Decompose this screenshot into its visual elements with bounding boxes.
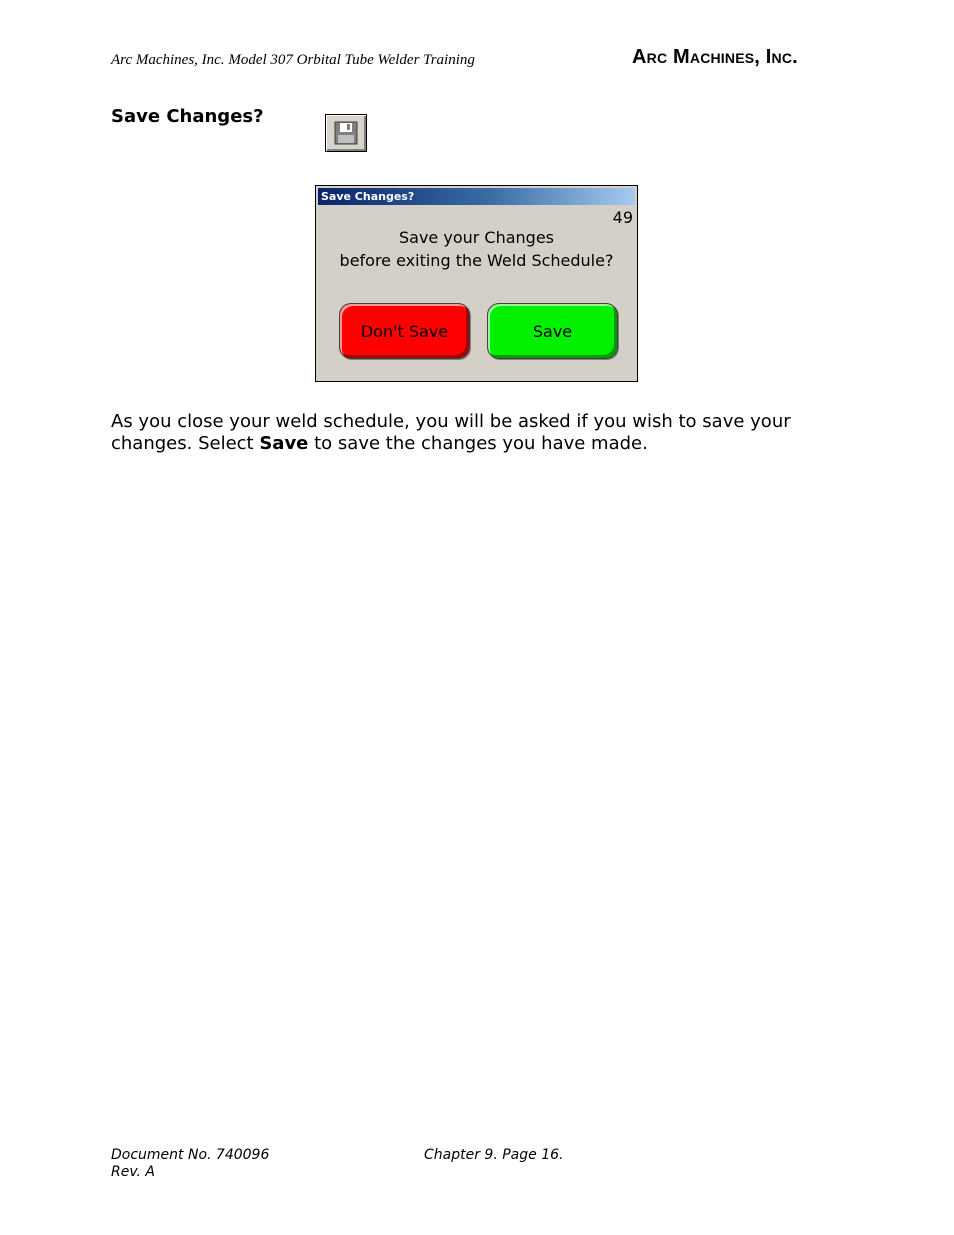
- footer-document-no: Document No. 740096: [111, 1147, 270, 1163]
- save-button[interactable]: Save: [487, 303, 618, 359]
- header-title: Arc Machines, Inc. Model 307 Orbital Tube Welder Training: [111, 52, 475, 68]
- company-logo: Arc Machines, Inc.: [632, 46, 798, 68]
- save-changes-dialog: [315, 185, 638, 382]
- body-text-start: As you close your weld schedule, you will be asked if you wish to save your changes. Select: [111, 411, 791, 454]
- dialog-message: [316, 226, 637, 272]
- footer-chapter-page: Chapter 9. Page 16.: [424, 1147, 564, 1163]
- floppy-disk-icon: [334, 121, 358, 145]
- body-text-end: to save the changes you have made.: [308, 433, 648, 454]
- dialog-message-line1: Save your Changes: [398, 228, 554, 247]
- dont-save-button[interactable]: Don't Save: [339, 303, 470, 359]
- footer-document-info: [111, 1147, 269, 1181]
- dialog-code: 49: [612, 208, 633, 227]
- body-paragraph: [111, 411, 841, 455]
- footer-rev: Rev. A: [111, 1164, 155, 1180]
- body-bold-word: Save: [259, 433, 309, 454]
- save-toolbar-button[interactable]: [325, 114, 367, 152]
- dialog-titlebar: Save Changes?: [318, 188, 635, 205]
- section-title: Save Changes?: [111, 106, 264, 127]
- dialog-message-line2: before exiting the Weld Schedule?: [339, 251, 614, 270]
